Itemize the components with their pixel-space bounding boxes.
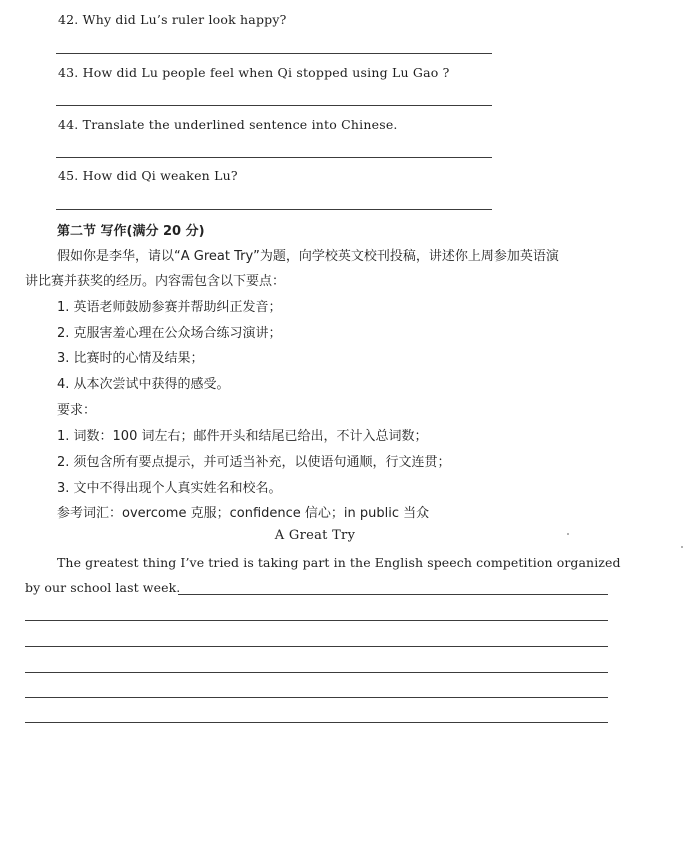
writing-point-3: 3. 比赛时的心情及结果； <box>57 351 204 366</box>
essay-opening-line-1: The greatest thing I’ve tried is taking part in the English speech competition organized <box>57 555 621 570</box>
writing-line-3 <box>25 646 608 647</box>
writing-intro-line-1: 假如你是李华，请以“A Great Try”为题，向学校英文校刊投稿，讲述你上周参加英语演 <box>57 249 559 264</box>
writing-point-1: 1. 英语老师鼓励参赛并帮助纠正发音； <box>57 300 282 315</box>
question-45: 45. How did Qi weaken Lu? <box>58 168 238 183</box>
essay-opening-line-2: by our school last week. <box>25 580 181 595</box>
requirement-1: 1. 词数：100 词左右；邮件开头和结尾已给出，不计入总词数； <box>57 429 428 444</box>
writing-line-6 <box>25 722 608 723</box>
answer-line-45 <box>56 209 492 210</box>
scan-speck <box>567 533 569 535</box>
question-42: 42. Why did Lu’s ruler look happy? <box>58 12 287 27</box>
requirement-3: 3. 文中不得出现个人真实姓名和校名。 <box>57 481 282 496</box>
writing-point-2: 2. 克服害羞心理在公众场合练习演讲； <box>57 326 282 341</box>
writing-line-4 <box>25 672 608 673</box>
question-43: 43. How did Lu people feel when Qi stopped using Lu Gao ? <box>58 65 450 80</box>
answer-line-42 <box>56 53 492 54</box>
writing-line-1 <box>178 594 608 595</box>
requirement-2: 2. 须包含所有要点提示，并可适当补充，以使语句通顺，行文连贯； <box>57 455 451 470</box>
question-44: 44. Translate the underlined sentence into Chinese. <box>58 117 398 132</box>
requirements-label: 要求： <box>57 403 97 418</box>
vocabulary-hint: 参考词汇：overcome 克服；confidence 信心；in public 当众 <box>57 506 430 521</box>
writing-line-5 <box>25 697 608 698</box>
writing-intro-line-2: 讲比赛并获奖的经历。内容需包含以下要点： <box>25 274 286 289</box>
scan-speck <box>681 546 683 548</box>
writing-point-4: 4. 从本次尝试中获得的感受。 <box>57 377 230 392</box>
writing-section-heading: 第二节 写作(满分 20 分) <box>57 224 205 239</box>
answer-line-43 <box>56 105 492 106</box>
essay-title: A Great Try <box>274 528 356 543</box>
answer-line-44 <box>56 157 492 158</box>
writing-line-2 <box>25 620 608 621</box>
